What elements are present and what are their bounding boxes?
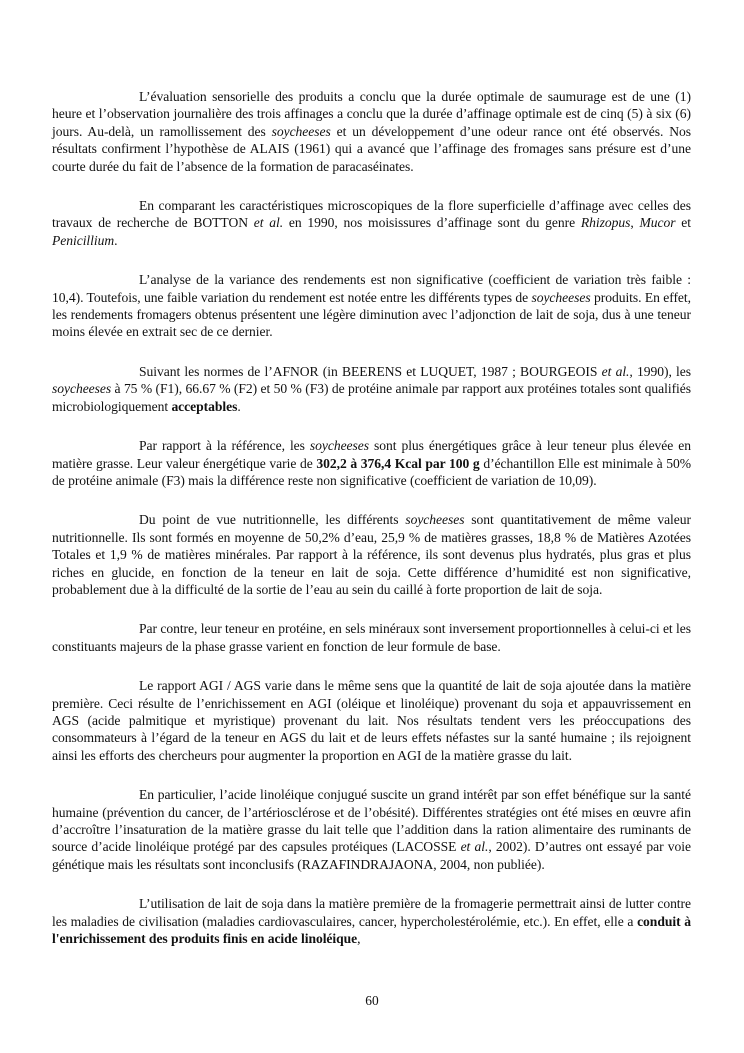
text-run: , — [357, 931, 361, 947]
italic-text-run: et al. — [253, 215, 284, 231]
text-run: sont plus énergétiques grâce à leur teneur plus élevée en matière grasse. Leur valeur énergétique varie de — [52, 438, 691, 471]
text-run: et un développement d’une odeur rance ont été observés. Nos résultats confirment l’hypothèse de ALAIS (1961) qui a avancé que l’affinage des fromages sans présure est d’une courte durée du fait de l’absence de la formation de paracaséinates. — [52, 123, 691, 174]
italic-text-run: et al., — [601, 363, 633, 379]
text-run: Par contre, leur teneur en protéine, en sels minéraux sont inversement proportionnelles à celui-ci et les constituants majeurs de la phase grasse varient en fonction de leur formule de base. — [52, 621, 691, 654]
bold-text-run: acceptables — [171, 398, 238, 414]
paragraph-soy-milk-use — [52, 895, 691, 947]
text-run: à 75 % (F1), 66.67 % (F2) et 50 % (F3) de protéine animale par rapport aux protéines totales sont qualifiés microbiologiquement — [52, 381, 691, 414]
paragraph-sensory-evaluation — [52, 88, 691, 175]
italic-text-run: soycheeses — [52, 381, 112, 397]
italic-text-run: soycheeses — [531, 289, 591, 305]
text-run: L’analyse de la variance des rendements est non significative (coefficient de variation très faible : 10,4). Toutefois, une faible variation du rendement est notée entre les différents types de — [52, 272, 691, 305]
text-run: Le rapport AGI / AGS varie dans le même sens que la quantité de lait de soja ajoutée dans la matière première. Ceci résulte de l’enrichissement en AGI (oléique et linoléique) provenant du soja et appauvrissement en AGS (acide palmitique et myristique) provenant du lait. Nos résultats tendent vers les préoccupations des consommateurs à l’égard de la teneur en AGS du lait et de leurs effets néfastes sur la santé humaine ; ils rejoignent ainsi les efforts des chercheurs pour augmenter la proportion en AGI de la matière grasse du lait. — [52, 678, 691, 763]
paragraph-energy-value — [52, 437, 691, 489]
paragraph-afnor-standards — [52, 363, 691, 415]
text-run: , — [630, 215, 640, 231]
text-run: , 2002). D’autres ont essayé par voie génétique mais les résultats sont inconclusifs (RAZAFINDRAJAONA, 2004, non publiée). — [52, 839, 691, 872]
text-run: En comparant les caractéristiques microscopiques de la flore superficielle d’affinage avec celles des travaux de recherche de BOTTON — [52, 198, 691, 231]
paragraph-agi-ags-ratio — [52, 677, 691, 764]
text-run: et — [675, 215, 691, 231]
text-run: Par rapport à la référence, les — [139, 438, 310, 454]
text-run: . — [237, 398, 241, 414]
text-run: . — [114, 232, 118, 248]
body-text — [52, 88, 691, 969]
italic-text-run: Rhizopus — [580, 215, 631, 231]
paragraph-nutritional-value — [52, 511, 691, 598]
text-run: sont quantitativement de même valeur nutritionnelle. Ils sont formés en moyenne de 50,2% d’eau, 25,9 % de matières grasses, 18,8 % de Matières Azotées Totales et 1,9 % de matières minérales. Par rapport à la référence, ils sont devenus plus hydratés, plus gras et plus riches en glucide, en fonction de la teneur en lait de soja. Cette différence d’humidité est non significative, probablement due à la difficulté de la sortie de l’eau au sein du caillé à forte proportion de lait de soja. — [52, 512, 691, 597]
bold-text-run: conduit à l'enrichissement des produits finis en acide linoléique — [52, 913, 691, 947]
paragraph-protein-minerals — [52, 620, 691, 655]
italic-text-run: soycheeses — [309, 438, 370, 454]
italic-text-run: Penicillium — [52, 232, 115, 248]
page-number: 60 — [365, 993, 379, 1008]
paragraph-linoleic-acid — [52, 786, 691, 873]
text-run: d’échantillon Elle est minimale à 50% de protéine animale (F3) mais la différence reste non significative (coefficient de variation de 10,09). — [52, 455, 691, 488]
text-run: produits. En effet, les rendements fromagers obtenus présentent une légère diminution avec l’adjonction de lait de soja, dus à une teneur moins élevée en extrait sec de ce dernier. — [52, 289, 691, 340]
text-run: L’évaluation sensorielle des produits a conclu que la durée optimale de saumurage est de une (1) heure et l’observation journalière des trois affinages a conclu que la durée d’affinage optimale est de cinq (5) à six (6) jours. Au-delà, un ramollissement des — [52, 89, 691, 139]
bold-text-run: 302,2 à 376,4 Kcal par 100 g — [316, 455, 480, 471]
italic-text-run: soycheeses — [405, 512, 465, 528]
italic-text-run: Mucor — [639, 215, 676, 231]
italic-text-run: et al. — [460, 839, 489, 855]
italic-text-run: soycheeses — [271, 123, 331, 139]
text-run: Du point de vue nutritionnelle, les différents — [139, 512, 406, 528]
text-run: 1990), les — [632, 363, 691, 379]
text-run: Suivant les normes de l’AFNOR (in BEERENS et LUQUET, 1987 ; BOURGEOIS — [139, 363, 602, 379]
text-run: L’utilisation de lait de soja dans la matière première de la fromagerie permettrait ainsi de lutter contre les maladies de civilisation (maladies cardiovasculaires, cancer, hypercholestérolémie, etc.). En effet, elle a — [52, 896, 691, 929]
paragraph-surface-flora — [52, 197, 691, 249]
text-run: en 1990, nos moisissures d’affinage sont du genre — [283, 215, 581, 231]
paragraph-yield-variance — [52, 271, 691, 341]
text-run: En particulier, l’acide linoléique conjugué suscite un grand intérêt par son effet bénéfique sur la santé humaine (prévention du cancer, de l’artériosclérose et de l’obésité). Différentes stratégies ont été mises en œuvre afin d’accroître l’insaturation de la matière grasse du lait telle que l’addition dans la ration alimentaire des ruminants de source d’acide linoléique protégé par des capsules protéiques (LACOSSE — [52, 787, 691, 855]
